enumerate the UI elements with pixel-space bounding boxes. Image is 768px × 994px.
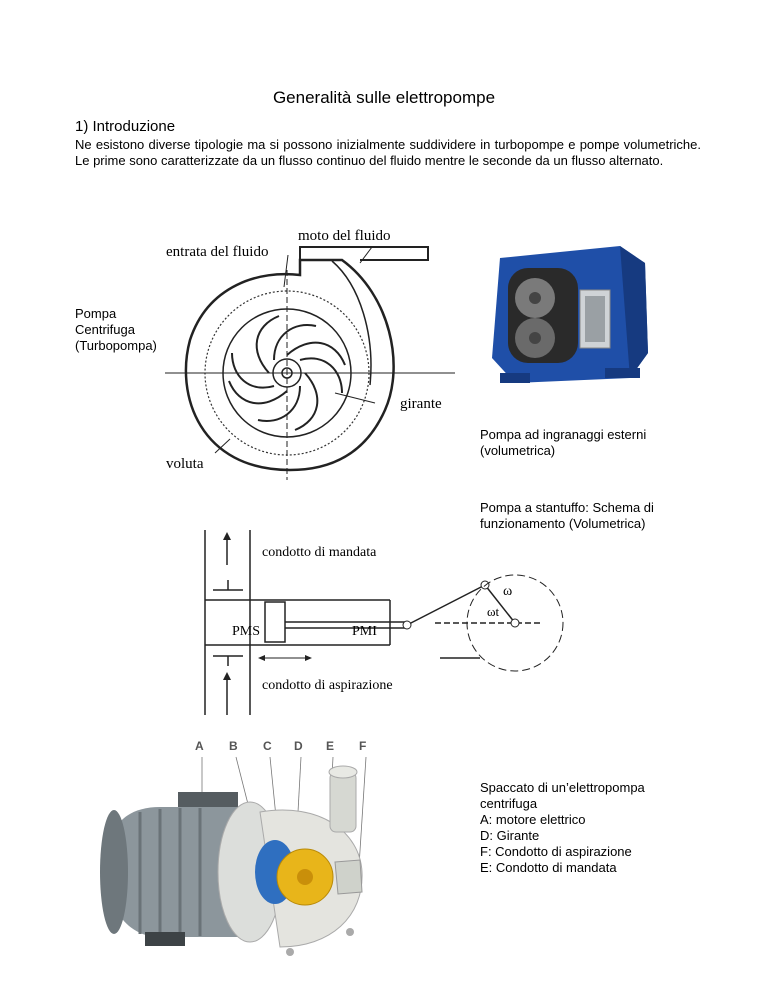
gear-caption-line1: Pompa ad ingranaggi esterni — [480, 427, 647, 442]
label-volute: voluta — [166, 456, 204, 472]
label-suction-duct: condotto di aspirazione — [262, 678, 393, 693]
legend-item-impeller: D: Girante — [480, 828, 540, 843]
label-omega: ω — [503, 584, 513, 599]
letter-e: E — [326, 739, 335, 753]
letter-d: D — [294, 739, 303, 753]
cutaway-caption-line2: centrifuga — [480, 796, 538, 811]
label-impeller: girante — [400, 396, 442, 412]
gear-caption-line2: (volumetrica) — [480, 443, 556, 458]
legend-item-delivery: E: Condotto di mandata — [480, 860, 617, 875]
piston-caption-line1: Pompa a stantuffo: Schema di — [480, 500, 654, 515]
page-title: Generalità sulle elettropompe — [272, 88, 496, 107]
cutaway-pump-photo — [90, 752, 390, 967]
centrifugal-caption — [75, 306, 157, 354]
centrifugal-caption-line2: Centrifuga — [75, 322, 135, 337]
letter-b: B — [229, 739, 238, 753]
label-delivery-duct: condotto di mandata — [262, 545, 377, 560]
letter-f: F — [359, 739, 367, 753]
gear-pump-photo — [480, 238, 660, 388]
label-fluid-inlet: entrata del fluido — [166, 244, 269, 260]
piston-caption-line2: funzionamento (Volumetrica) — [480, 516, 646, 531]
centrifugal-caption-line3: (Turbopompa) — [75, 338, 157, 353]
centrifugal-pump-diagram — [160, 225, 460, 485]
label-fluid-motion: moto del fluido — [298, 228, 391, 244]
cutaway-caption-line1: Spaccato di un’elettropompa — [480, 780, 645, 795]
cutaway-caption — [480, 780, 645, 876]
section-heading: 1) Introduzione — [75, 118, 176, 135]
label-pms: PMS — [232, 624, 261, 639]
intro-paragraph: Ne esistono diverse tipologie ma si possono inizialmente suddividere in turbopompe e pompe volumetriche. Le prime sono caratterizzate da un flusso continuo del fluido mentre le seconde da un flusso alternato. — [75, 137, 701, 168]
gear-pump-caption — [480, 427, 646, 459]
centrifugal-caption-line1: Pompa — [75, 306, 117, 321]
legend-item-suction: F: Condotto di aspirazione — [480, 844, 632, 859]
label-pmi: PMI — [352, 624, 377, 639]
label-omega-t: ωt — [487, 604, 500, 619]
legend-item-motor: A: motore elettrico — [480, 812, 586, 827]
letter-c: C — [263, 739, 272, 753]
letter-a: A — [195, 739, 204, 753]
piston-pump-caption — [480, 500, 654, 532]
